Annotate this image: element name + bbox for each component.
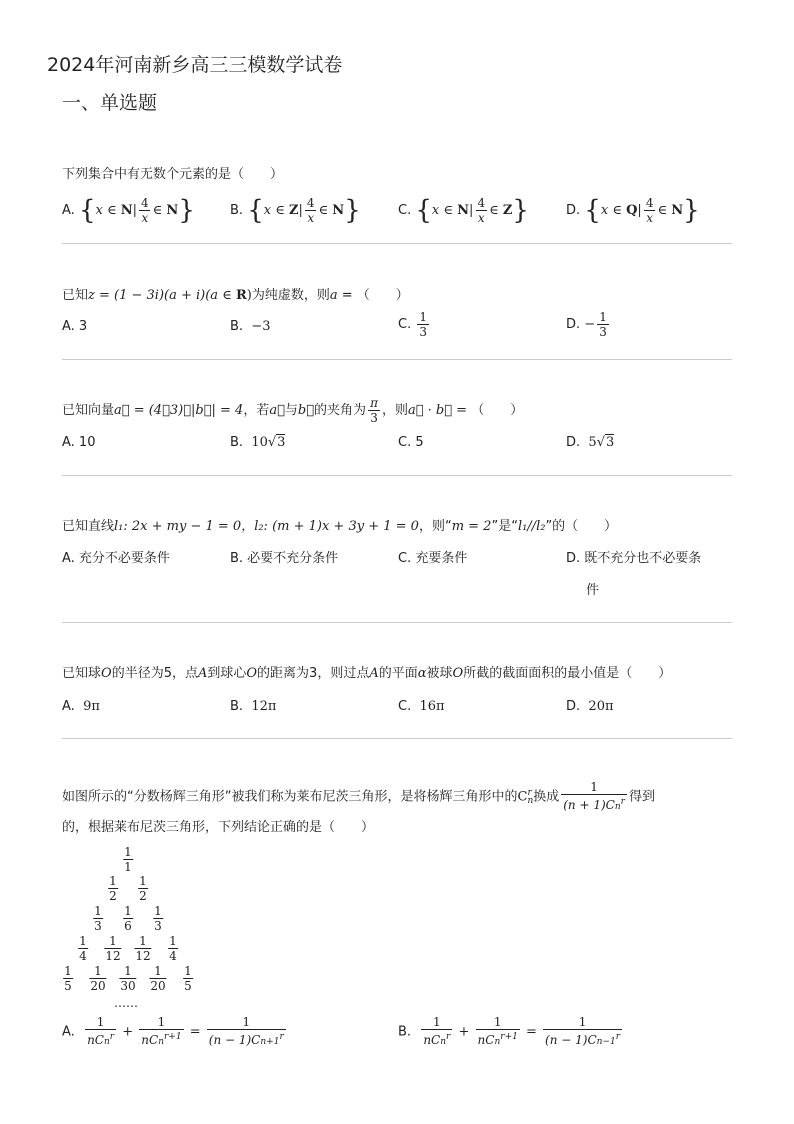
q6-option-a[interactable]: A. $\frac{1}{nCn^r}$ + $\frac{1}{nCn^{r+1}}$ = $\frac{1}{(n - 1)Cn+1^r}$ — [62, 1015, 284, 1047]
triangle-entry: $\frac{1}{20}$ — [90, 964, 106, 993]
section-heading: 一、单选题 — [62, 92, 158, 114]
triangle-entry: $\frac{1}{3}$ — [94, 904, 102, 933]
triangle-entry: $\frac{1}{20}$ — [150, 964, 166, 993]
divider — [62, 475, 732, 476]
q1-option-c[interactable]: C. {x ∈ N| $\frac{4}{x}$ ∈ Z} — [398, 195, 529, 226]
q1-option-b[interactable]: B. {x ∈ Z| $\frac{4}{x}$ ∈ N} — [230, 195, 361, 226]
triangle-entry: $\frac{1}{5}$ — [64, 964, 72, 993]
triangle-entry: $\frac{1}{12}$ — [135, 934, 151, 963]
q4-option-a[interactable]: A. 充分不必要条件 — [62, 551, 170, 566]
divider — [62, 359, 732, 360]
triangle-entry: $\frac{1}{2}$ — [139, 874, 147, 903]
triangle-entry: $\frac{1}{12}$ — [105, 934, 121, 963]
q3-option-c[interactable]: C. 5 — [398, 435, 424, 450]
triangle-entry: $\frac{1}{6}$ — [124, 904, 132, 933]
q1-stem: 下列集合中有无数个元素的是（ ） — [62, 167, 284, 182]
triangle-entry: $\frac{1}{2}$ — [109, 874, 117, 903]
divider — [62, 243, 732, 244]
q2-option-b[interactable]: B. −3 — [230, 319, 271, 334]
triangle-ellipsis: …… — [114, 996, 138, 1010]
q5-stem: 已知球O的半径为5，点A到球心O的距离为3，则过点A的平面α被球O所截的截面面积的最小值是（ ） — [62, 666, 672, 681]
q1-option-d[interactable]: D. {x ∈ Q| $\frac{4}{x}$ ∈ N} — [566, 195, 700, 226]
triangle-entry: $\frac{1}{30}$ — [120, 964, 136, 993]
q1-option-a[interactable]: A. {x ∈ N| $\frac{4}{x}$ ∈ N} — [62, 195, 195, 226]
triangle-entry: $\frac{1}{3}$ — [154, 904, 162, 933]
q2-option-d[interactable]: D. − $\frac{1}{3}$ — [566, 310, 607, 339]
q5-option-b[interactable]: B. 12π — [230, 699, 277, 714]
triangle-entry: $\frac{1}{1}$ — [124, 845, 132, 874]
q4-option-b[interactable]: B. 必要不充分条件 — [230, 551, 339, 566]
q4-option-d[interactable]: D. 既不充分也不必要条 件 — [566, 551, 702, 598]
q2-option-a[interactable]: A. 3 — [62, 319, 88, 334]
q5-option-d[interactable]: D. 20π — [566, 699, 614, 714]
q2-stem: 已知z = (1 − 3i)(a + i)(a ∈ R)为纯虚数，则a = （ ） — [62, 288, 409, 303]
q2-option-c[interactable]: C. $\frac{1}{3}$ — [398, 310, 427, 339]
page-title: 2024年河南新乡高三三模数学试卷 — [47, 54, 343, 76]
triangle-entry: $\frac{1}{5}$ — [184, 964, 192, 993]
triangle-entry: $\frac{1}{4}$ — [169, 934, 177, 963]
q6-option-b[interactable]: B. $\frac{1}{nCn^r}$ + $\frac{1}{nCn^{r+1}}$ = $\frac{1}{(n - 1)Cn-1^r}$ — [398, 1015, 621, 1047]
q5-option-a[interactable]: A. 9π — [62, 699, 100, 714]
q3-option-d[interactable]: D. 5√3 — [566, 435, 615, 450]
q4-stem: 已知直线l₁: 2x + my − 1 = 0，l₂: (m + 1)x + 3y + 1 = 0，则“m = 2”是“l₁//l₂”的（ ） — [62, 519, 618, 534]
triangle-entry: $\frac{1}{4}$ — [79, 934, 87, 963]
divider — [62, 622, 732, 623]
q6-stem-line1: 如图所示的“分数杨辉三角形”被我们称为莱布尼茨三角形，是将杨辉三角形中的C r n 换成 $\frac{1}{(n + 1)Cn^r}$ 得到 — [62, 780, 655, 812]
q3-option-b[interactable]: B. 10√3 — [230, 435, 286, 450]
q5-option-c[interactable]: C. 16π — [398, 699, 445, 714]
q3-option-a[interactable]: A. 10 — [62, 435, 96, 450]
q6-stem-line2: 的，根据莱布尼茨三角形，下列结论正确的是（ ） — [62, 820, 375, 835]
q4-option-c[interactable]: C. 充要条件 — [398, 551, 468, 566]
divider — [62, 738, 732, 739]
q3-stem: 已知向量a⃗ = (4，3)，|b⃗| = 4，若a⃗与b⃗的夹角为 $\frac{\pi}{3}$ ，则a⃗ · b⃗ = （ ） — [62, 396, 524, 425]
